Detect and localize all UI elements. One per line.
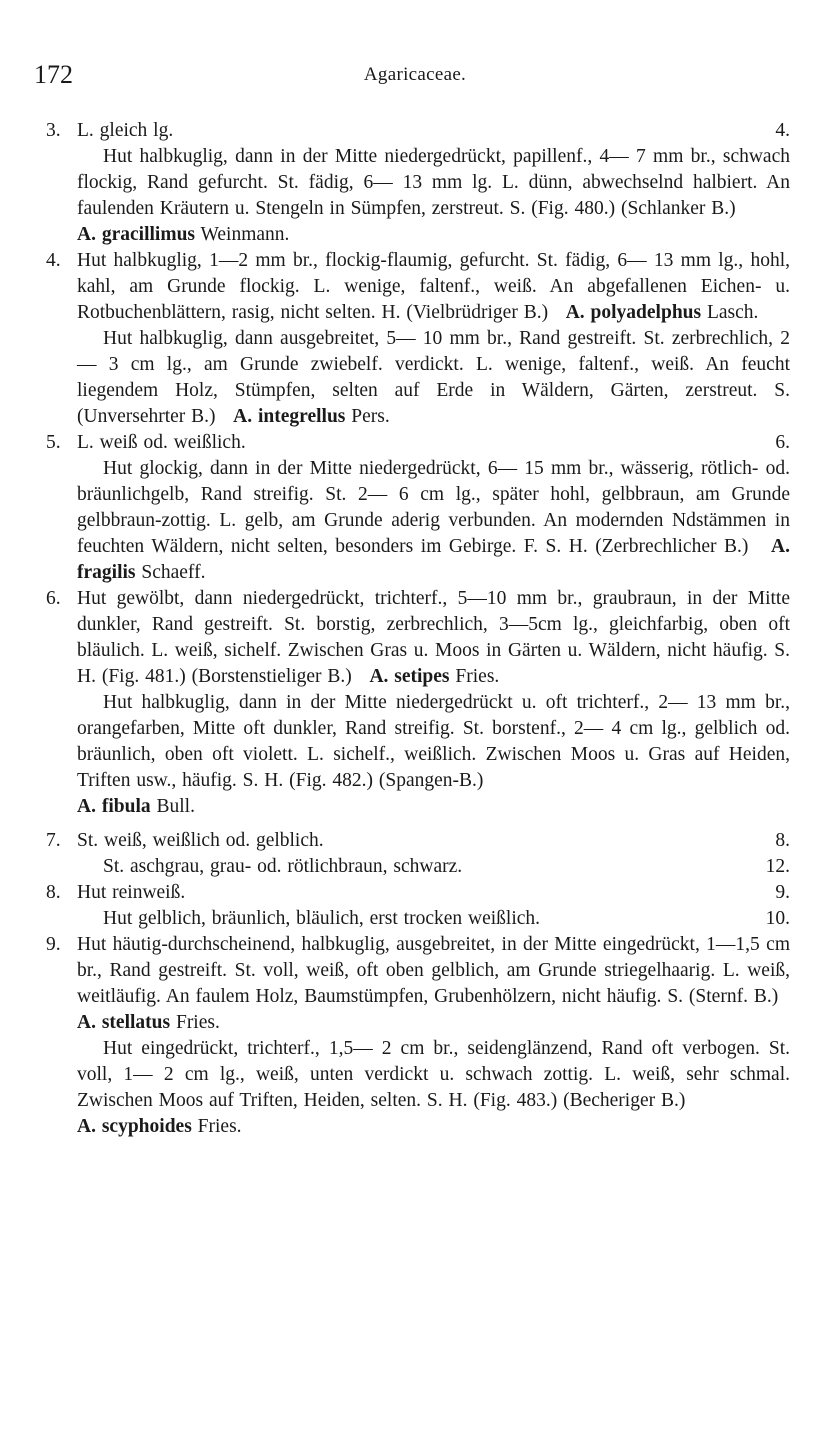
species-name: fragilis bbox=[77, 562, 136, 583]
entry-number: 4. bbox=[46, 250, 61, 271]
species-name: setipes bbox=[394, 666, 450, 687]
species-name-line bbox=[77, 794, 790, 820]
lead-reference: 9. bbox=[775, 882, 790, 903]
lead-reference: 6. bbox=[775, 432, 790, 453]
genus-abbrev: A. bbox=[233, 406, 253, 427]
key-body bbox=[0, 118, 830, 1140]
species-author: Fries. bbox=[175, 1012, 220, 1033]
key-entry-6-alt bbox=[0, 690, 830, 820]
lead-reference: 12. bbox=[765, 856, 790, 877]
page-header bbox=[0, 60, 830, 92]
entry-description: Hut halbkuglig, dann in der Mitte niedergedrückt u. oft trichterf., 2— 13 mm br., orangefarben, Mitte oft dunkler, Rand streifig. St. borstenf., 2— 4 cm lg., gelblich od. bräunlich, oben oft violett. L. sichelf., weißlich. Zwischen Moos u. Gras auf Heiden, Triften usw., häufig. S. H. (Fig. 482.) (Spangen-B.) bbox=[77, 692, 790, 791]
entry-number: 8. bbox=[46, 882, 61, 903]
lead-reference: 4. bbox=[775, 120, 790, 141]
species-name: gracillimus bbox=[101, 224, 196, 245]
entry-description: Hut halbkuglig, dann in der Mitte niedergedrückt, papillenf., 4— 7 mm br., schwach flockig, Rand gefurcht. St. fädig, 6— 13 mm lg. L. dünn, abwechselnd halbiert. An faulenden Kräutern u. Stengeln in Sümpfen, zerstreut. S. (Fig. 480.) (Schlanker B.) bbox=[77, 146, 790, 219]
species-author: Lasch. bbox=[706, 302, 759, 323]
entry-description: Hut halbkuglig, dann ausgebreitet, 5— 10 mm br., Rand gestreift. St. zerbrechlich, 2— 3 cm lg., am Grunde zwiebelf. verdickt. L. wenige, faltenf., weiß. An feucht liegendem Holz, Stümpfen, selten auf Erde in Wäldern, Gärten, zerstreut. S. (Unversehrter B.) bbox=[77, 328, 790, 427]
entry-number: 9. bbox=[46, 934, 61, 955]
key-entry-8 bbox=[0, 880, 830, 906]
genus-abbrev: A. bbox=[77, 224, 96, 245]
species-author: Bull. bbox=[156, 796, 195, 817]
species-name: scyphoides bbox=[101, 1116, 192, 1137]
genus-abbrev: A. bbox=[77, 1116, 96, 1137]
lead-text: L. gleich lg. bbox=[77, 120, 174, 141]
key-entry-9-alt bbox=[0, 1036, 830, 1140]
running-title: Agaricaceae. bbox=[363, 64, 467, 85]
species-author: Weinmann. bbox=[200, 224, 290, 245]
key-entry-9 bbox=[0, 932, 830, 1036]
species-name: integrellus bbox=[258, 406, 346, 427]
genus-abbrev: A. bbox=[77, 796, 96, 817]
species-name: fibula bbox=[101, 796, 151, 817]
species-author: Fries. bbox=[197, 1116, 242, 1137]
genus-abbrev: A. bbox=[771, 536, 791, 557]
species-name-line bbox=[77, 1114, 790, 1140]
entry-number: 5. bbox=[46, 432, 61, 453]
key-entry-3 bbox=[0, 118, 830, 144]
species-author: Schaeff. bbox=[141, 562, 206, 583]
entry-number: 7. bbox=[46, 830, 61, 851]
key-entry-5 bbox=[0, 430, 830, 456]
page-number: 172 bbox=[34, 60, 73, 89]
key-entry-4-alt bbox=[0, 326, 830, 430]
entry-description: Hut glockig, dann in der Mitte niedergedrückt, 6— 15 mm br., wässerig, rötlich- od. bräunlichgelb, Rand streifig. St. 2— 6 cm lg., später hohl, gelbbraun, am Grunde gelbbraun-zottig. L. gelb, am Grunde aderig verbunden. An modernden Ndstämmen in feuchten Wäldern, nicht selten, besonders im Gebirge. F. S. H. (Zerbrechlicher B.) bbox=[77, 458, 790, 557]
lead-text: Hut reinweiß. bbox=[77, 882, 186, 903]
genus-abbrev: A. bbox=[565, 302, 585, 323]
species-author: Fries. bbox=[455, 666, 500, 687]
entry-description: Hut eingedrückt, trichterf., 1,5— 2 cm br., seidenglänzend, Rand oft verbogen. St. voll, 1— 2 cm lg., weiß, unten verdickt u. schwach zottig. L. weiß, sehr schmal. Zwischen Moos auf Triften, Heiden, selten. S. H. (Fig. 483.) (Becheriger B.) bbox=[77, 1038, 790, 1111]
key-entry-7-alt bbox=[0, 854, 830, 880]
key-entry-3-alt bbox=[0, 144, 830, 248]
lead-reference: 8. bbox=[775, 830, 790, 851]
lead-reference: 10. bbox=[765, 908, 790, 929]
key-entry-5-alt bbox=[0, 456, 830, 586]
genus-abbrev: A. bbox=[369, 666, 389, 687]
key-entry-6 bbox=[0, 586, 830, 690]
species-name: stellatus bbox=[101, 1012, 171, 1033]
entry-description: Hut häutig-durchscheinend, halbkuglig, ausgebreitet, in der Mitte eingedrückt, 1—1,5 cm br., Rand gestreift. St. voll, weiß, oft oben gelblich, am Grunde striegelhaarig. L. weiß, weitläufig. An faulem Holz, Baumstümpfen, Grubenhölzern, nicht häufig. S. (Sternf. B.) bbox=[77, 934, 790, 1007]
key-entry-4 bbox=[0, 248, 830, 326]
lead-text: St. weiß, weißlich od. gelblich. bbox=[77, 830, 324, 851]
entry-description: Hut gewölbt, dann niedergedrückt, trichterf., 5—10 mm br., graubraun, in der Mitte dunkler, Rand gestreift. St. borstig, zerbrechlich, 3—5cm lg., gleichfarbig, oben oft bläulich. L. weiß, sichelf. Zwischen Gras u. Moos in Gärten u. Wäldern, nicht häufig. S. H. (Fig. 481.) (Borstenstieliger B.) bbox=[77, 588, 790, 687]
entry-number: 3. bbox=[46, 120, 61, 141]
species-name: polyadelphus bbox=[590, 302, 702, 323]
entry-number: 6. bbox=[46, 588, 61, 609]
lead-text: St. aschgrau, grau- od. rötlichbraun, schwarz. bbox=[103, 856, 463, 877]
lead-text: Hut gelblich, bräunlich, bläulich, erst trocken weißlich. bbox=[103, 908, 541, 929]
key-entry-7 bbox=[0, 828, 830, 854]
key-entry-8-alt bbox=[0, 906, 830, 932]
species-author: Pers. bbox=[351, 406, 390, 427]
lead-text: L. weiß od. weißlich. bbox=[77, 432, 246, 453]
genus-abbrev: A. bbox=[77, 1012, 96, 1033]
species-name-line bbox=[77, 222, 790, 248]
entry-description: Hut halbkuglig, 1—2 mm br., flockig-flaumig, gefurcht. St. fädig, 6— 13 mm lg., hohl, kahl, am Grunde flockig. L. wenige, faltenf., weiß. An abgefallenen Eichen- u. Rotbuchenblättern, rasig, nicht selten. H. (Vielbrüdriger B.) bbox=[77, 250, 790, 323]
